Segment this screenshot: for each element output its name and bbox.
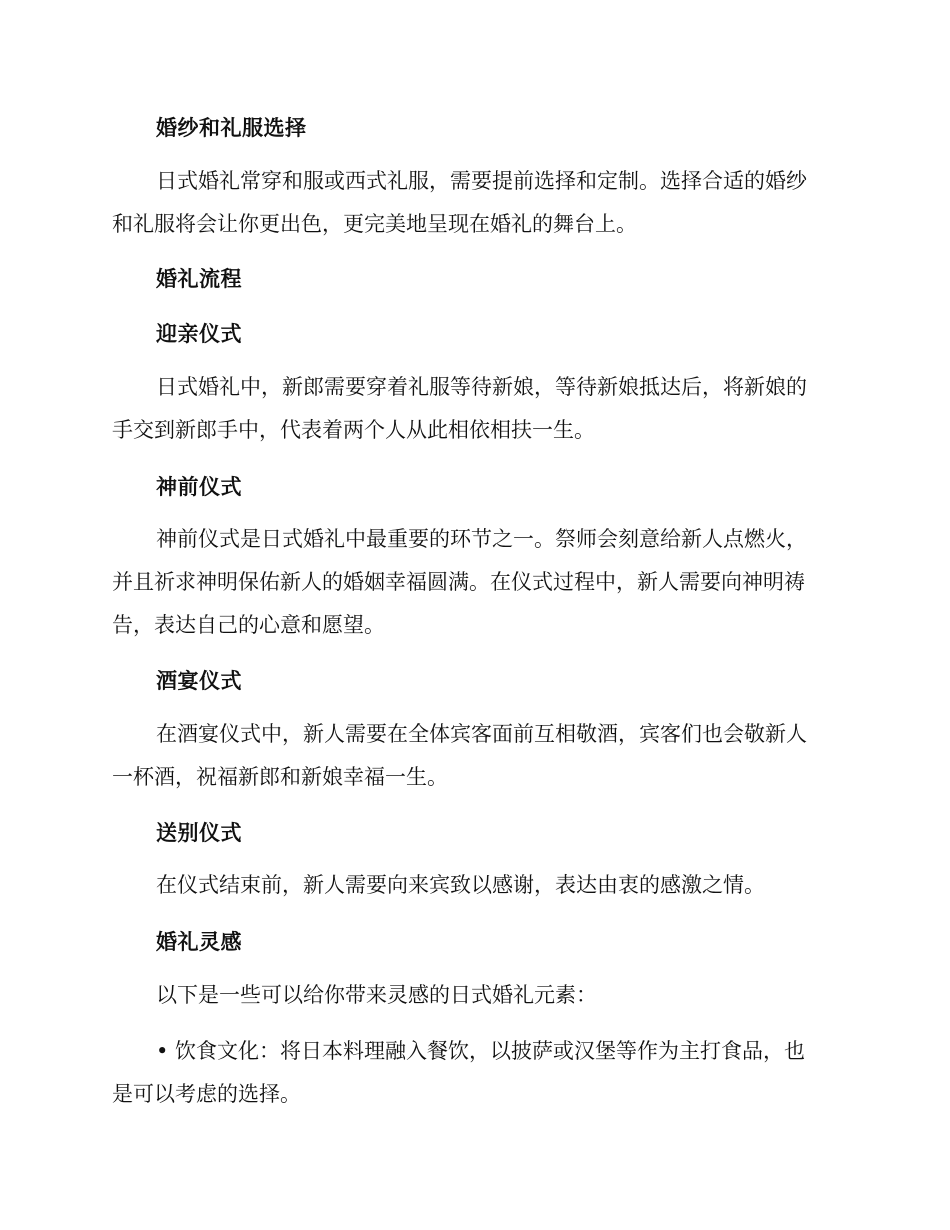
paragraph-line: 并且祈求神明保佑新人的婚姻幸福圆满。在仪式过程中，新人需要向神明祷	[112, 570, 805, 594]
section-heading: 神前仪式	[156, 475, 242, 499]
paragraph	[112, 713, 832, 799]
section-heading: 迎亲仪式	[156, 322, 242, 346]
section-heading: 酒宴仪式	[156, 669, 242, 693]
paragraph	[112, 864, 832, 907]
paragraph-line: 日式婚礼常穿和服或西式礼服，需要提前选择和定制。选择合适的婚纱	[156, 169, 807, 193]
section-heading: 送别仪式	[156, 821, 242, 845]
paragraph-line: 告，表达自己的心意和愿望。	[112, 613, 385, 637]
paragraph	[112, 160, 832, 246]
section-heading: 婚礼灵感	[156, 930, 242, 954]
section-heading: 婚礼流程	[156, 267, 242, 291]
paragraph-line: 和礼服将会让你更出色，更完美地呈现在婚礼的舞台上。	[112, 212, 637, 236]
paragraph-line: 一杯酒，祝福新郎和新娘幸福一生。	[112, 765, 448, 789]
paragraph-line: 神前仪式是日式婚礼中最重要的环节之一。祭师会刻意给新人点燃火，	[156, 527, 807, 551]
section-heading: 婚纱和礼服选择	[156, 116, 307, 140]
paragraph-line: 在仪式结束前，新人需要向来宾致以感谢，表达由衷的感激之情。	[156, 873, 765, 897]
paragraph-line: 手交到新郎手中，代表着两个人从此相依相扶一生。	[112, 418, 595, 442]
paragraph	[112, 366, 832, 452]
paragraph-line: 以下是一些可以给你带来灵感的日式婚礼元素：	[156, 983, 597, 1007]
bullet-item	[112, 1030, 832, 1116]
bullet-line: 是可以考虑的选择。	[112, 1082, 301, 1106]
paragraph	[112, 974, 832, 1017]
paragraph-line: 在酒宴仪式中，新人需要在全体宾客面前互相敬酒，宾客们也会敬新人	[156, 722, 807, 746]
bullet-line: • 饮食文化：将日本料理融入餐饮，以披萨或汉堡等作为主打食品，也	[156, 1039, 806, 1063]
paragraph	[112, 518, 832, 647]
paragraph-line: 日式婚礼中，新郎需要穿着礼服等待新娘，等待新娘抵达后，将新娘的	[156, 375, 807, 399]
